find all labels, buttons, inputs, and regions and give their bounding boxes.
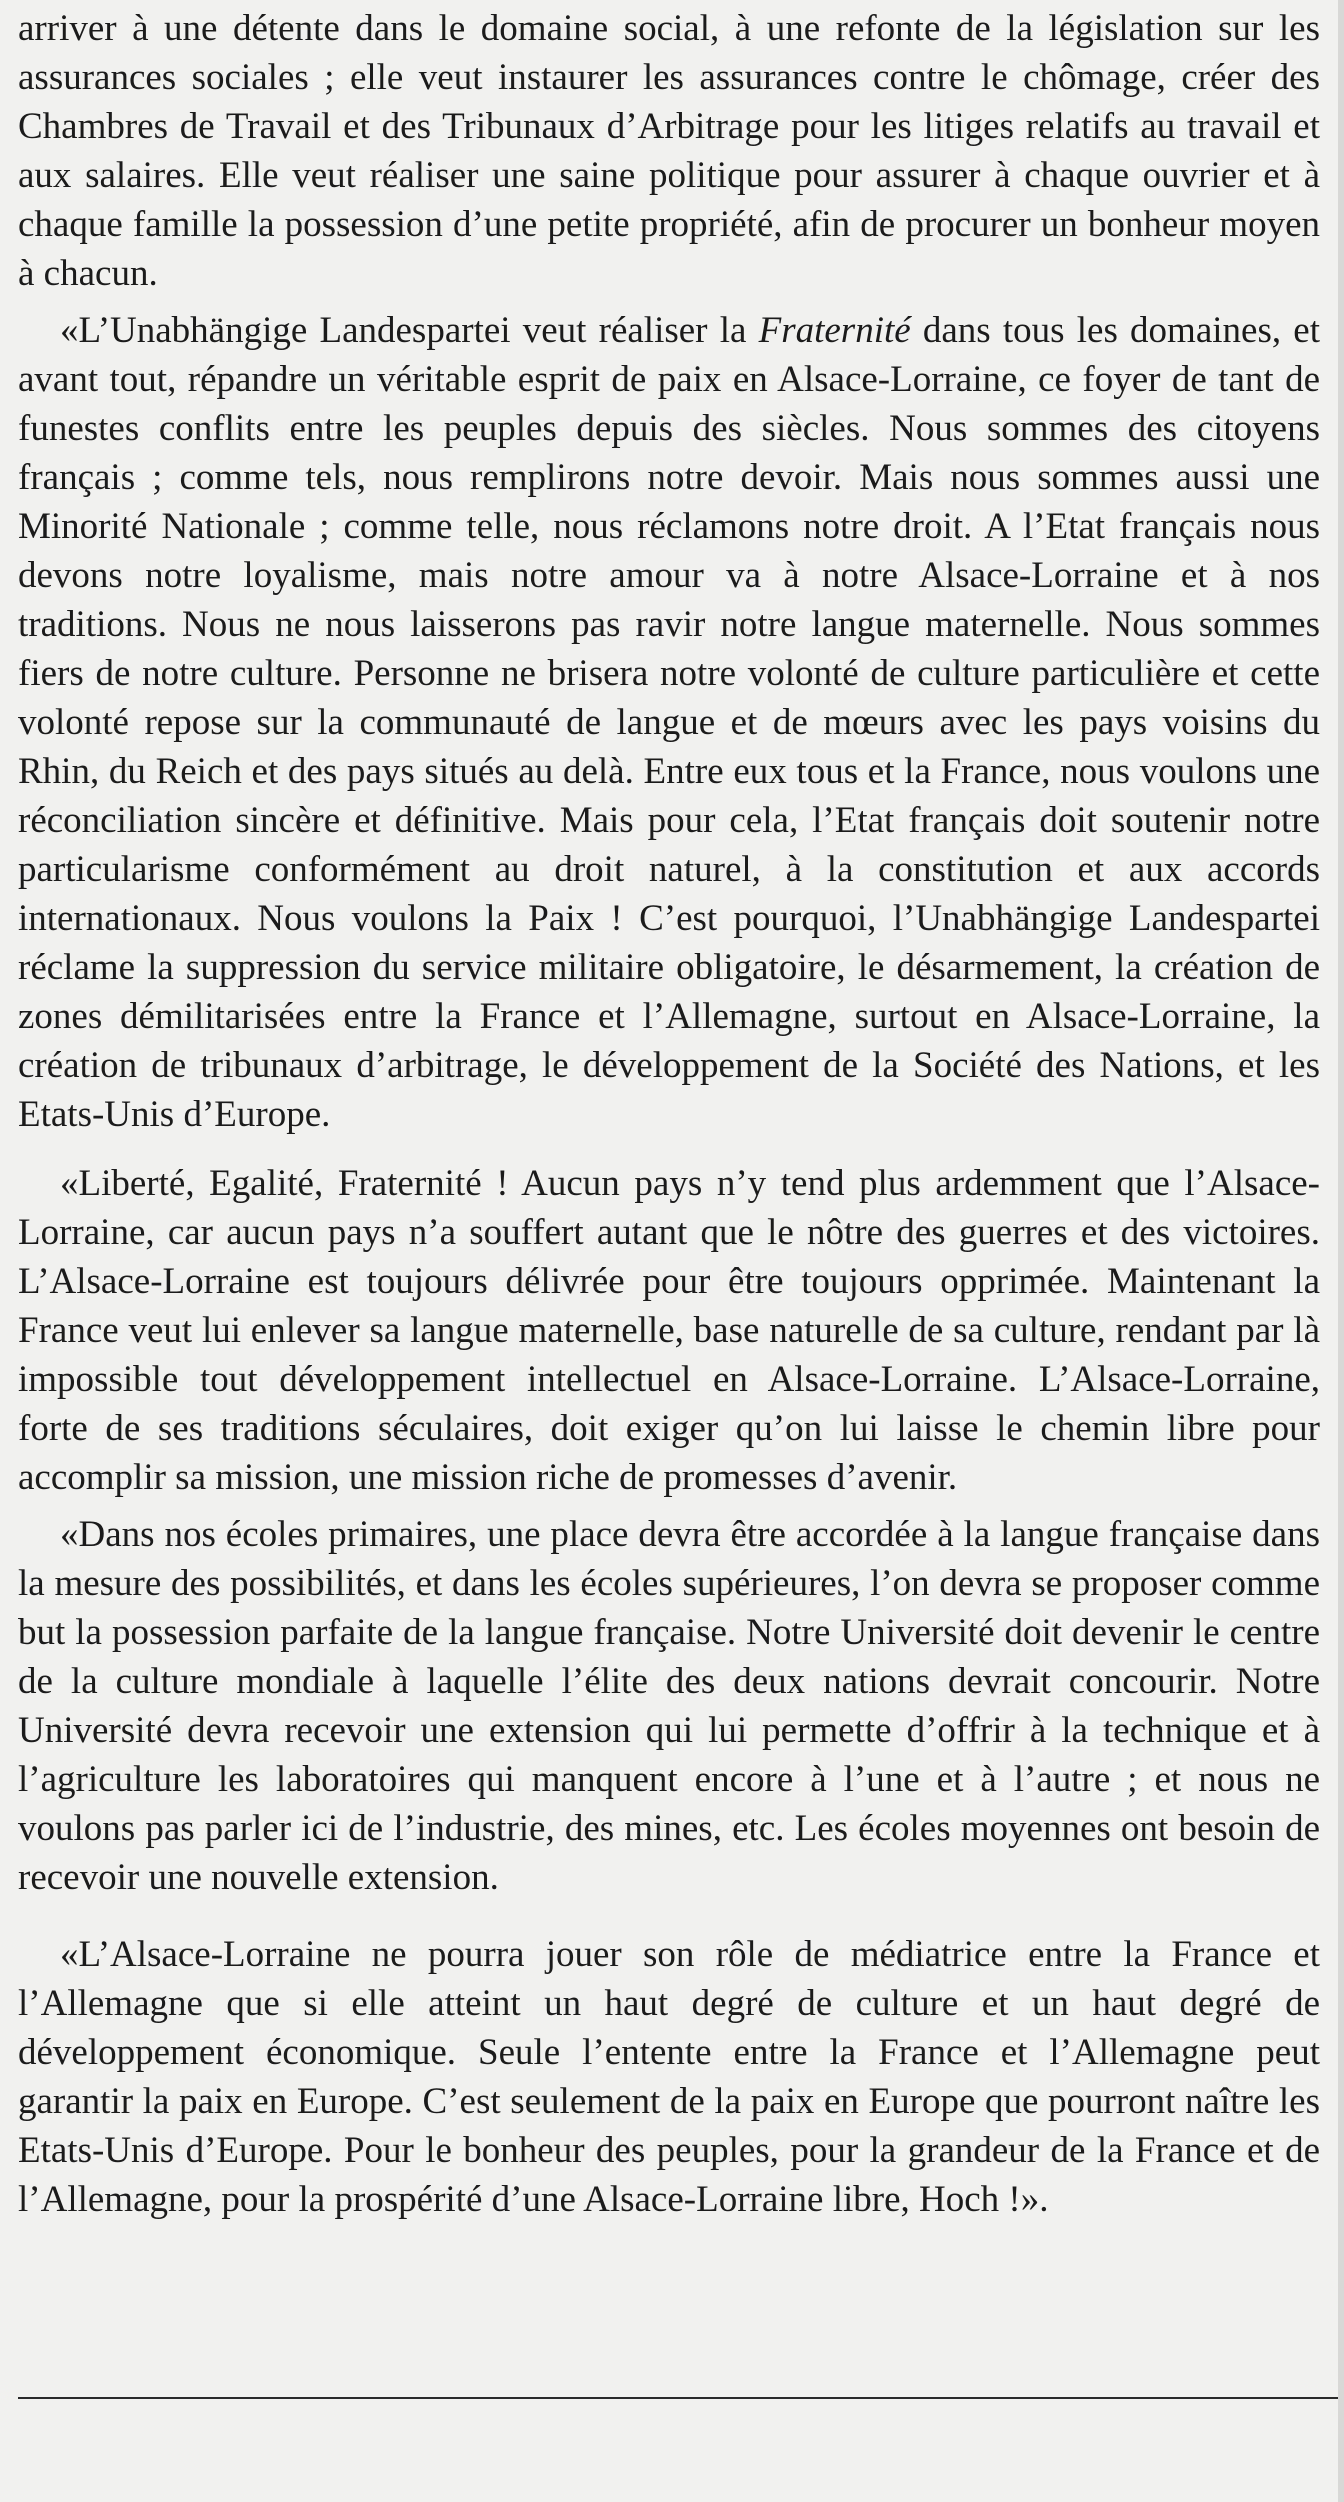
paragraph-fraternite [18, 306, 1320, 1139]
emphasis-fraternite: Fraternité [758, 310, 911, 351]
paragraph-social-policy: arriver à une détente dans le domaine social, à une refonte de la législation sur les assurances sociales ; elle veut instaurer les assurances contre le chômage, créer des Chambres de Travail et des Tribunaux d’Arbitrage pour les litiges relatifs au travail et aux salaires. Elle veut réaliser une saine politique pour assurer à chaque ouvrier et à chaque famille la possession d’une petite propriété, afin de procurer un bonheur moyen à chacun. [18, 8, 1320, 294]
paragraph-ecoles: «Dans nos écoles primaires, une place devra être accordée à la langue française dans la mesure des possibilités, et dans les écoles supérieures, l’on devra se proposer comme but la possession parfaite de la langue française. Notre Université doit devenir le centre de la culture mondiale à laquelle l’élite des deux nations devrait concourir. Notre Université devra recevoir une extension qui lui permette d’offrir à la technique et à l’agriculture les laboratoires qui manquent encore à l’une et à l’autre ; et nous ne voulons pas parler ici de l’industrie, des mines, etc. Les écoles moyennes ont besoin de recevoir une nouvelle extension. [18, 1514, 1320, 1898]
paragraph-fraternite-lead: «L’Unabhängige Landespartei veut réaliser la [60, 310, 759, 351]
horizontal-rule [18, 2397, 1338, 2399]
paragraph-fraternite-rest: dans tous les domaines, et avant tout, répandre un véritable esprit de paix en Alsace-Lorraine, ce foyer de tant de funestes conflits entre les peuples depuis des siècles. Nous sommes des citoyens français ; comme tels, nous remplirons notre devoir. Mais nous sommes aussi une Minorité Nationale ; comme telle, nous réclamons notre droit. A l’Etat français nous devons notre loyalisme, mais notre amour va à notre Alsace-Lorraine et à nos traditions. Nous ne nous laisserons pas ravir notre langue maternelle. Nous sommes fiers de notre culture. Personne ne brisera notre volonté de culture particulière et cette volonté repose sur la communauté de langue et de mœurs avec les pays voisins du Rhin, du Reich et des pays situés au delà. Entre eux tous et la France, nous voulons une réconciliation sincère et définitive. Mais pour cela, l’Etat français doit soutenir notre particularisme conformément au droit naturel, à la constitution et aux accords internationaux. Nous voulons la Paix ! C’est pourquoi, l’Unabhängige Landespartei réclame la suppression du service militaire obligatoire, le désarmement, la création de zones démilitarisées entre la France et l’Allemagne, surtout en Alsace-Lorraine, la création de tribunaux d’arbitrage, le développement de la Société des Nations, et les Etats-Unis d’Europe. [18, 310, 1320, 1135]
paragraph-mediatrice: «L’Alsace-Lorraine ne pourra jouer son rôle de médiatrice entre la France et l’Allemagne que si elle atteint un haut degré de culture et un haut degré de développement économique. Seule l’entente entre la France et l’Allemagne peut garantir la paix en Europe. C’est seulement de la paix en Europe que pourront naître les Etats-Unis d’Europe. Pour le bonheur des peuples, pour la grandeur de la France et de l’Allemagne, pour la prospérité d’une Alsace-Lorraine libre, Hoch !». [18, 1934, 1320, 2220]
document-body [18, 4, 1320, 2224]
paragraph-liberte-egalite: «Liberté, Egalité, Fraternité ! Aucun pays n’y tend plus ardemment que l’Alsace-Lorraine, car aucun pays n’a souffert autant que le nôtre des guerres et des victoires. L’Alsace-Lorraine est toujours délivrée pour être toujours opprimée. Maintenant la France veut lui enlever sa langue maternelle, base naturelle de sa culture, rendant par là impossible tout développement intellectuel en Alsace-Lorraine. L’Alsace-Lorraine, forte de ses traditions séculaires, doit exiger qu’on lui laisse le chemin libre pour accomplir sa mission, une mission riche de promesses d’avenir. [18, 1163, 1320, 1498]
